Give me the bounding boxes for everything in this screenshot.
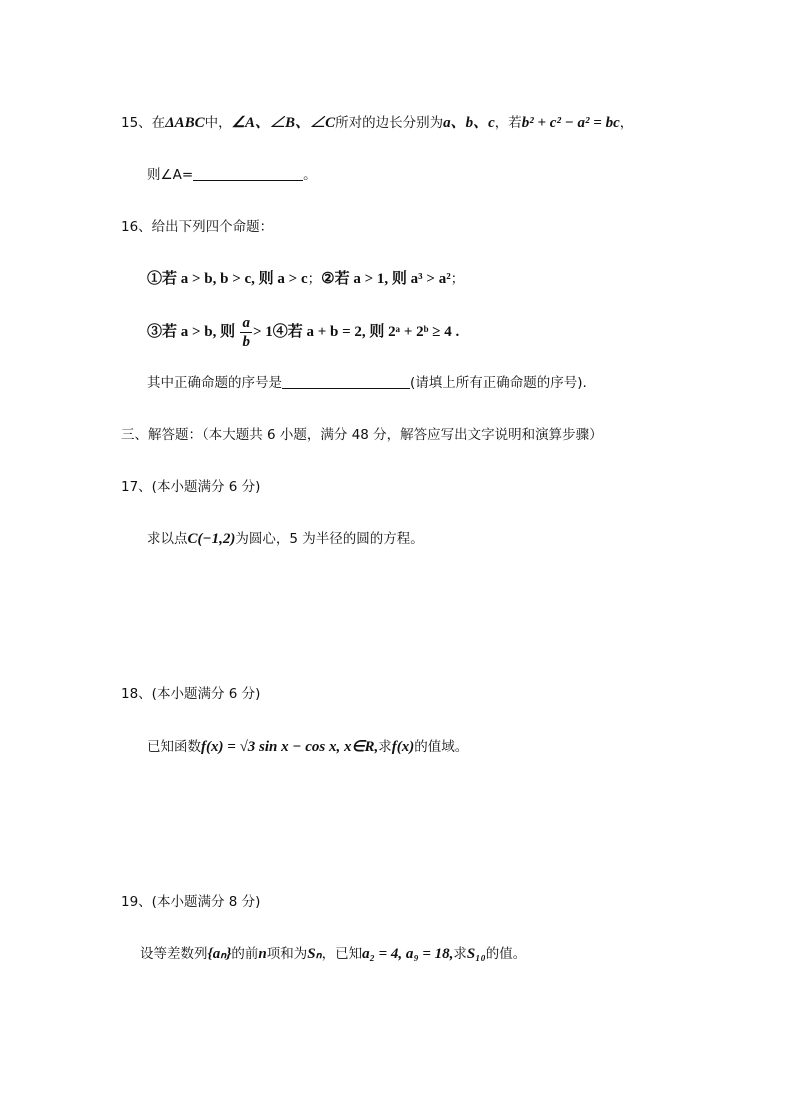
q15-label: 15、在 — [121, 115, 166, 131]
q19-sequence: {aₙ} — [207, 946, 232, 962]
q17-point: C(−1,2) — [187, 531, 236, 547]
q16-propositions-1-2: ①若 a > b, b > c, 则 a > c；②若 a > 1, 则 a³ > a²； — [147, 271, 465, 287]
q17-body: 求以点C(−1,2)为圆心，5 为半径的圆的方程。 — [147, 531, 424, 547]
q19-given: a₂ = 4, a₉ = 18, — [362, 946, 454, 962]
q16-prop-3-pre: ③若 a > b, 则 — [147, 324, 236, 340]
q19-s10: S₁₀ — [466, 946, 486, 962]
q16-prop-4: ④若 a + b = 2, 则 2ᵃ + 2ᵇ ≥ 4 . — [272, 324, 460, 340]
q16-prop-3-fraction: $\frac{a}{b}$ — [242, 314, 250, 350]
q15-answer-line: 则∠A= 。 — [147, 167, 317, 183]
q16-prop-1: ①若 a > b, b > c, 则 a > c — [147, 271, 308, 287]
q18-body: 已知函数f(x) = √3 sin x − cos x, x∈R,求f(x)的值域。 — [147, 739, 469, 755]
q15-angles: ∠A、∠B、∠C — [231, 115, 336, 131]
q17-label: 17、(本小题满分 6 分) — [121, 479, 261, 495]
q15-statement: 15、在ΔABC中，∠A、∠B、∠C所对的边长分别为a、b、c，若b² + c² − a² = bc， — [121, 115, 634, 131]
q16-prop-3-post: > 1 — [252, 324, 273, 340]
q18-fx: f(x) — [391, 739, 415, 755]
q16-answer-blank[interactable] — [282, 374, 410, 389]
q15-answer-blank[interactable] — [193, 166, 303, 181]
q19-body: 设等差数列{aₙ}的前n项和为Sₙ，已知a₂ = 4, a₉ = 18,求S₁₀的值。 — [140, 946, 527, 962]
q19-sn: Sₙ — [307, 946, 322, 962]
q15-triangle: ΔABC — [165, 115, 205, 131]
q15-sides: a、b、c — [443, 115, 495, 131]
q19-label: 19、(本小题满分 8 分) — [121, 894, 261, 910]
q16-answer-line — [147, 373, 587, 393]
q15-equation: b² + c² − a² = bc — [521, 115, 620, 131]
q15-ask: 则∠A= — [147, 167, 194, 183]
q16-label: 16、给出下列四个命题： — [121, 219, 274, 235]
q18-label: 18、(本小题满分 6 分) — [121, 686, 261, 702]
section-3-title: 三、解答题：（本大题共 6 小题，满分 48 分，解答应写出文字说明和演算步骤） — [121, 427, 603, 443]
q16-prop-2: ②若 a > 1, 则 a³ > a² — [321, 271, 451, 287]
q18-function: f(x) = √3 sin x − cos x, x∈R, — [201, 739, 379, 755]
q16-propositions-3-4 — [147, 312, 459, 352]
q16-ask: 其中正确命题的序号是 — [147, 375, 282, 391]
q16-hint: (请填上所有正确命题的序号). — [410, 375, 587, 391]
